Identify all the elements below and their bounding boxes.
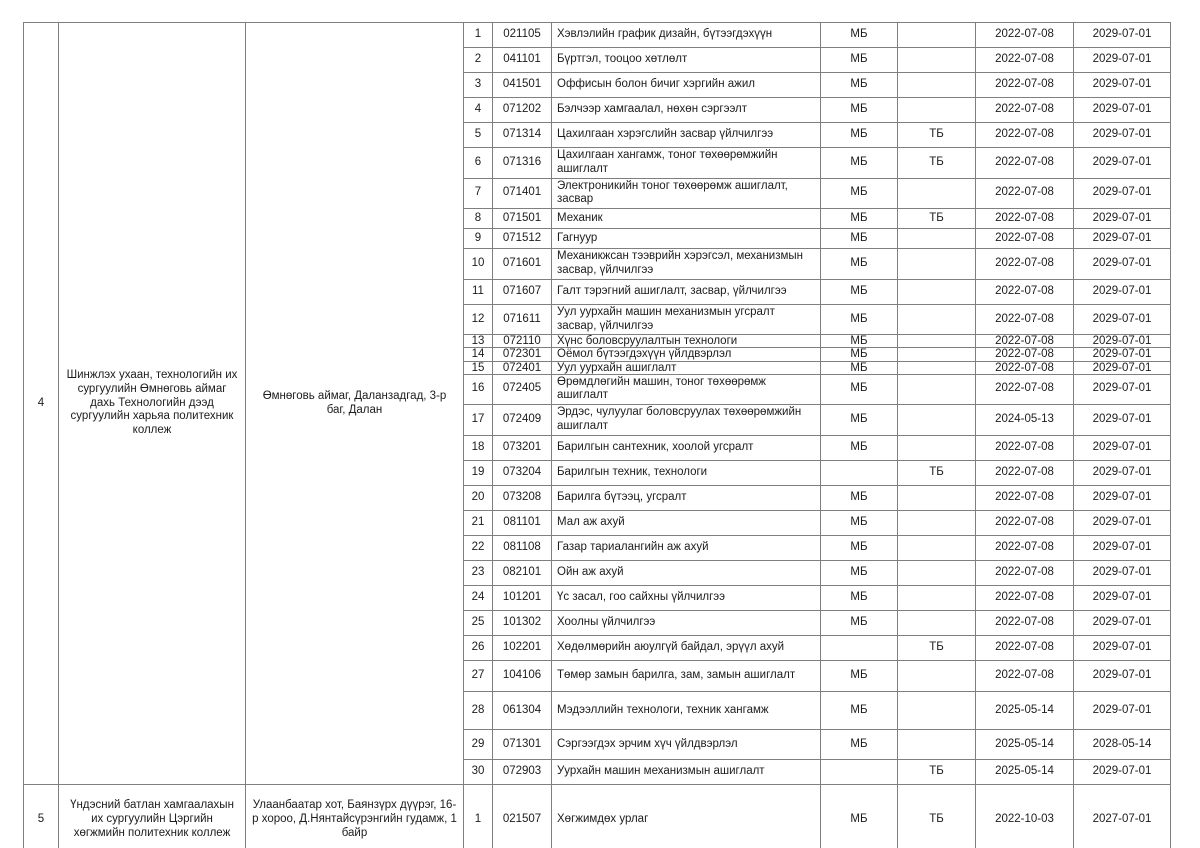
program-code-cell: 081108 <box>493 536 552 561</box>
end-date-cell: 2029-07-01 <box>1074 486 1171 511</box>
program-number-cell: 16 <box>464 374 493 405</box>
start-date-cell: 2025-05-14 <box>976 692 1074 730</box>
start-date-cell: 2022-07-08 <box>976 611 1074 636</box>
program-code-cell: 082101 <box>493 561 552 586</box>
end-date-cell: 2029-07-01 <box>1074 461 1171 486</box>
program-number-cell: 4 <box>464 98 493 123</box>
start-date-cell: 2022-07-08 <box>976 209 1074 229</box>
budget-tb-cell <box>898 692 976 730</box>
program-name-cell: Ойн аж ахуй <box>552 561 821 586</box>
program-name-cell: Электроникийн тоног төхөөрөмж ашиглалт, засвар <box>552 178 821 209</box>
program-name-cell: Газар тариалангийн аж ахуй <box>552 536 821 561</box>
end-date-cell: 2029-07-01 <box>1074 692 1171 730</box>
budget-tb-cell: ТБ <box>898 785 976 848</box>
program-name-cell: Барилгын сантехник, хоолой угсралт <box>552 436 821 461</box>
program-code-cell: 072301 <box>493 348 552 361</box>
institution-address-cell: Улаанбаатар хот, Баянзүрх дүүрэг, 16-р хороо, Д.Нянтайсүрэнгийн гудамж, 1 байр <box>246 785 464 848</box>
budget-mb-cell <box>821 760 898 785</box>
budget-mb-cell: МБ <box>821 178 898 209</box>
budget-tb-cell: ТБ <box>898 636 976 661</box>
institution-address-cell: Өмнөговь аймаг, Даланзадгад, 3-р баг, Далан <box>246 23 464 785</box>
budget-mb-cell: МБ <box>821 374 898 405</box>
end-date-cell: 2029-07-01 <box>1074 511 1171 536</box>
program-code-cell: 073204 <box>493 461 552 486</box>
program-number-cell: 28 <box>464 692 493 730</box>
budget-tb-cell: ТБ <box>898 461 976 486</box>
program-number-cell: 3 <box>464 73 493 98</box>
program-name-cell: Өрөмдлөгийн машин, тоног төхөөрөмж ашиглалт <box>552 374 821 405</box>
program-number-cell: 6 <box>464 148 493 179</box>
budget-tb-cell <box>898 279 976 304</box>
program-name-cell: Хоолны үйлчилгээ <box>552 611 821 636</box>
budget-tb-cell <box>898 98 976 123</box>
program-code-cell: 104106 <box>493 661 552 692</box>
program-number-cell: 25 <box>464 611 493 636</box>
start-date-cell: 2022-07-08 <box>976 636 1074 661</box>
start-date-cell: 2022-07-08 <box>976 374 1074 405</box>
start-date-cell: 2024-05-13 <box>976 405 1074 436</box>
program-number-cell: 18 <box>464 436 493 461</box>
license-table-body <box>24 23 1171 848</box>
program-code-cell: 071501 <box>493 209 552 229</box>
program-code-cell: 101201 <box>493 586 552 611</box>
budget-tb-cell: ТБ <box>898 209 976 229</box>
program-number-cell: 29 <box>464 730 493 760</box>
program-name-cell: Бүртгэл, тооцоо хөтлөлт <box>552 48 821 73</box>
budget-tb-cell: ТБ <box>898 123 976 148</box>
program-name-cell: Сэргээгдэх эрчим хүч үйлдвэрлэл <box>552 730 821 760</box>
budget-mb-cell: МБ <box>821 279 898 304</box>
program-number-cell: 9 <box>464 229 493 249</box>
start-date-cell: 2022-07-08 <box>976 48 1074 73</box>
program-code-cell: 071401 <box>493 178 552 209</box>
budget-tb-cell <box>898 335 976 348</box>
program-number-cell: 21 <box>464 511 493 536</box>
budget-tb-cell: ТБ <box>898 148 976 179</box>
start-date-cell: 2022-07-08 <box>976 304 1074 335</box>
program-number-cell: 1 <box>464 23 493 48</box>
budget-mb-cell: МБ <box>821 123 898 148</box>
start-date-cell: 2022-07-08 <box>976 348 1074 361</box>
program-code-cell: 041101 <box>493 48 552 73</box>
program-code-cell: 071607 <box>493 279 552 304</box>
section-number-cell: 4 <box>24 23 59 785</box>
end-date-cell: 2029-07-01 <box>1074 279 1171 304</box>
end-date-cell: 2029-07-01 <box>1074 148 1171 179</box>
budget-mb-cell: МБ <box>821 692 898 730</box>
end-date-cell: 2029-07-01 <box>1074 586 1171 611</box>
end-date-cell: 2029-07-01 <box>1074 374 1171 405</box>
budget-mb-cell: МБ <box>821 436 898 461</box>
start-date-cell: 2022-07-08 <box>976 123 1074 148</box>
end-date-cell: 2029-07-01 <box>1074 536 1171 561</box>
program-name-cell: Уурхайн машин механизмын ашиглалт <box>552 760 821 785</box>
program-code-cell: 073201 <box>493 436 552 461</box>
program-number-cell: 22 <box>464 536 493 561</box>
table-row <box>24 785 1171 848</box>
budget-mb-cell: МБ <box>821 611 898 636</box>
end-date-cell: 2029-07-01 <box>1074 23 1171 48</box>
budget-mb-cell: МБ <box>821 98 898 123</box>
budget-mb-cell: МБ <box>821 348 898 361</box>
program-code-cell: 021105 <box>493 23 552 48</box>
budget-tb-cell <box>898 23 976 48</box>
budget-tb-cell <box>898 361 976 374</box>
end-date-cell: 2029-07-01 <box>1074 123 1171 148</box>
end-date-cell: 2029-07-01 <box>1074 48 1171 73</box>
end-date-cell: 2028-05-14 <box>1074 730 1171 760</box>
budget-mb-cell: МБ <box>821 586 898 611</box>
program-code-cell: 072903 <box>493 760 552 785</box>
program-code-cell: 072405 <box>493 374 552 405</box>
budget-mb-cell: МБ <box>821 730 898 760</box>
start-date-cell: 2022-07-08 <box>976 279 1074 304</box>
budget-mb-cell: МБ <box>821 148 898 179</box>
end-date-cell: 2029-07-01 <box>1074 405 1171 436</box>
budget-mb-cell <box>821 636 898 661</box>
program-number-cell: 5 <box>464 123 493 148</box>
budget-tb-cell <box>898 661 976 692</box>
program-code-cell: 101302 <box>493 611 552 636</box>
program-number-cell: 8 <box>464 209 493 229</box>
program-number-cell: 24 <box>464 586 493 611</box>
start-date-cell: 2022-07-08 <box>976 23 1074 48</box>
budget-tb-cell <box>898 536 976 561</box>
program-number-cell: 13 <box>464 335 493 348</box>
budget-mb-cell: МБ <box>821 486 898 511</box>
program-code-cell: 071611 <box>493 304 552 335</box>
start-date-cell: 2022-07-08 <box>976 98 1074 123</box>
budget-mb-cell: МБ <box>821 405 898 436</box>
budget-tb-cell <box>898 48 976 73</box>
program-code-cell: 071202 <box>493 98 552 123</box>
program-name-cell: Мал аж ахуй <box>552 511 821 536</box>
program-name-cell: Механикжсан тээврийн хэрэгсэл, механизмын засвар, үйлчилгээ <box>552 249 821 280</box>
program-number-cell: 15 <box>464 361 493 374</box>
budget-mb-cell: МБ <box>821 23 898 48</box>
end-date-cell: 2029-07-01 <box>1074 209 1171 229</box>
program-number-cell: 27 <box>464 661 493 692</box>
budget-mb-cell: МБ <box>821 249 898 280</box>
start-date-cell: 2022-07-08 <box>976 511 1074 536</box>
program-name-cell: Уул уурхайн ашиглалт <box>552 361 821 374</box>
section-number-cell: 5 <box>24 785 59 848</box>
program-name-cell: Барилгын техник, технологи <box>552 461 821 486</box>
program-name-cell: Оёмол бүтээгдэхүүн үйлдвэрлэл <box>552 348 821 361</box>
end-date-cell: 2029-07-01 <box>1074 178 1171 209</box>
program-number-cell: 7 <box>464 178 493 209</box>
program-name-cell: Үс засал, гоо сайхны үйлчилгээ <box>552 586 821 611</box>
start-date-cell: 2022-07-08 <box>976 436 1074 461</box>
end-date-cell: 2029-07-01 <box>1074 661 1171 692</box>
start-date-cell: 2022-07-08 <box>976 148 1074 179</box>
table-row <box>24 23 1171 48</box>
program-number-cell: 1 <box>464 785 493 848</box>
budget-mb-cell: МБ <box>821 335 898 348</box>
start-date-cell: 2025-05-14 <box>976 730 1074 760</box>
end-date-cell: 2029-07-01 <box>1074 98 1171 123</box>
budget-tb-cell <box>898 348 976 361</box>
end-date-cell: 2029-07-01 <box>1074 611 1171 636</box>
end-date-cell: 2027-07-01 <box>1074 785 1171 848</box>
start-date-cell: 2025-05-14 <box>976 760 1074 785</box>
budget-tb-cell <box>898 229 976 249</box>
program-code-cell: 073208 <box>493 486 552 511</box>
program-name-cell: Механик <box>552 209 821 229</box>
budget-tb-cell <box>898 178 976 209</box>
budget-tb-cell <box>898 561 976 586</box>
budget-tb-cell <box>898 486 976 511</box>
budget-tb-cell <box>898 611 976 636</box>
start-date-cell: 2022-07-08 <box>976 661 1074 692</box>
program-name-cell: Хөгжимдөх урлаг <box>552 785 821 848</box>
budget-mb-cell: МБ <box>821 785 898 848</box>
budget-tb-cell <box>898 249 976 280</box>
budget-mb-cell: МБ <box>821 561 898 586</box>
start-date-cell: 2022-07-08 <box>976 561 1074 586</box>
program-name-cell: Оффисын болон бичиг хэргийн ажил <box>552 73 821 98</box>
program-name-cell: Хүнс боловсруулалтын технологи <box>552 335 821 348</box>
budget-tb-cell: ТБ <box>898 760 976 785</box>
program-number-cell: 14 <box>464 348 493 361</box>
program-code-cell: 071301 <box>493 730 552 760</box>
program-name-cell: Төмөр замын барилга, зам, замын ашиглалт <box>552 661 821 692</box>
budget-mb-cell: МБ <box>821 229 898 249</box>
program-code-cell: 021507 <box>493 785 552 848</box>
program-number-cell: 23 <box>464 561 493 586</box>
program-name-cell: Уул уурхайн машин механизмын угсралт засвар, үйлчилгээ <box>552 304 821 335</box>
program-code-cell: 072409 <box>493 405 552 436</box>
end-date-cell: 2029-07-01 <box>1074 73 1171 98</box>
budget-mb-cell: МБ <box>821 536 898 561</box>
program-number-cell: 17 <box>464 405 493 436</box>
start-date-cell: 2022-10-03 <box>976 785 1074 848</box>
program-name-cell: Мэдээллийн технологи, техник хангамж <box>552 692 821 730</box>
program-code-cell: 041501 <box>493 73 552 98</box>
budget-tb-cell <box>898 511 976 536</box>
start-date-cell: 2022-07-08 <box>976 335 1074 348</box>
license-table <box>23 22 1171 848</box>
program-code-cell: 061304 <box>493 692 552 730</box>
program-number-cell: 12 <box>464 304 493 335</box>
end-date-cell: 2029-07-01 <box>1074 436 1171 461</box>
start-date-cell: 2022-07-08 <box>976 229 1074 249</box>
program-code-cell: 071314 <box>493 123 552 148</box>
institution-name-cell: Шинжлэх ухаан, технологийн их сургуулийн Өмнөговь аймаг дахь Технологийн дээд сургуулийн харьяа политехник коллеж <box>59 23 246 785</box>
program-code-cell: 072110 <box>493 335 552 348</box>
end-date-cell: 2029-07-01 <box>1074 335 1171 348</box>
program-code-cell: 102201 <box>493 636 552 661</box>
budget-mb-cell: МБ <box>821 48 898 73</box>
program-name-cell: Цахилгаан хэрэгслийн засвар үйлчилгээ <box>552 123 821 148</box>
program-code-cell: 072401 <box>493 361 552 374</box>
program-name-cell: Цахилгаан хангамж, тоног төхөөрөмжийн ашиглалт <box>552 148 821 179</box>
end-date-cell: 2029-07-01 <box>1074 249 1171 280</box>
budget-mb-cell: МБ <box>821 209 898 229</box>
program-number-cell: 2 <box>464 48 493 73</box>
start-date-cell: 2022-07-08 <box>976 461 1074 486</box>
budget-mb-cell: МБ <box>821 361 898 374</box>
program-number-cell: 20 <box>464 486 493 511</box>
start-date-cell: 2022-07-08 <box>976 249 1074 280</box>
program-name-cell: Бэлчээр хамгаалал, нөхөн сэргээлт <box>552 98 821 123</box>
program-code-cell: 071316 <box>493 148 552 179</box>
end-date-cell: 2029-07-01 <box>1074 636 1171 661</box>
start-date-cell: 2022-07-08 <box>976 536 1074 561</box>
budget-tb-cell <box>898 730 976 760</box>
budget-tb-cell <box>898 586 976 611</box>
budget-tb-cell <box>898 436 976 461</box>
end-date-cell: 2029-07-01 <box>1074 229 1171 249</box>
program-code-cell: 071601 <box>493 249 552 280</box>
budget-tb-cell <box>898 374 976 405</box>
program-name-cell: Хөдөлмөрийн аюулгүй байдал, эрүүл ахуй <box>552 636 821 661</box>
program-name-cell: Эрдэс, чулуулаг боловсруулах төхөөрөмжийн ашиглалт <box>552 405 821 436</box>
program-number-cell: 10 <box>464 249 493 280</box>
budget-tb-cell <box>898 73 976 98</box>
end-date-cell: 2029-07-01 <box>1074 561 1171 586</box>
start-date-cell: 2022-07-08 <box>976 486 1074 511</box>
program-name-cell: Гагнуур <box>552 229 821 249</box>
start-date-cell: 2022-07-08 <box>976 586 1074 611</box>
end-date-cell: 2029-07-01 <box>1074 361 1171 374</box>
budget-tb-cell <box>898 304 976 335</box>
budget-mb-cell: МБ <box>821 73 898 98</box>
program-code-cell: 081101 <box>493 511 552 536</box>
end-date-cell: 2029-07-01 <box>1074 760 1171 785</box>
program-number-cell: 30 <box>464 760 493 785</box>
program-code-cell: 071512 <box>493 229 552 249</box>
institution-name-cell: Үндэсний батлан хамгаалахын их сургуулийн Цэргийн хөгжмийн политехник коллеж <box>59 785 246 848</box>
budget-mb-cell: МБ <box>821 511 898 536</box>
program-number-cell: 26 <box>464 636 493 661</box>
end-date-cell: 2029-07-01 <box>1074 304 1171 335</box>
program-name-cell: Хэвлэлийн график дизайн, бүтээгдэхүүн <box>552 23 821 48</box>
start-date-cell: 2022-07-08 <box>976 73 1074 98</box>
program-number-cell: 11 <box>464 279 493 304</box>
program-name-cell: Барилга бүтээц, угсралт <box>552 486 821 511</box>
program-number-cell: 19 <box>464 461 493 486</box>
start-date-cell: 2022-07-08 <box>976 178 1074 209</box>
budget-mb-cell: МБ <box>821 661 898 692</box>
end-date-cell: 2029-07-01 <box>1074 348 1171 361</box>
start-date-cell: 2022-07-08 <box>976 361 1074 374</box>
budget-tb-cell <box>898 405 976 436</box>
program-name-cell: Галт тэрэгний ашиглалт, засвар, үйлчилгээ <box>552 279 821 304</box>
budget-mb-cell <box>821 461 898 486</box>
budget-mb-cell: МБ <box>821 304 898 335</box>
